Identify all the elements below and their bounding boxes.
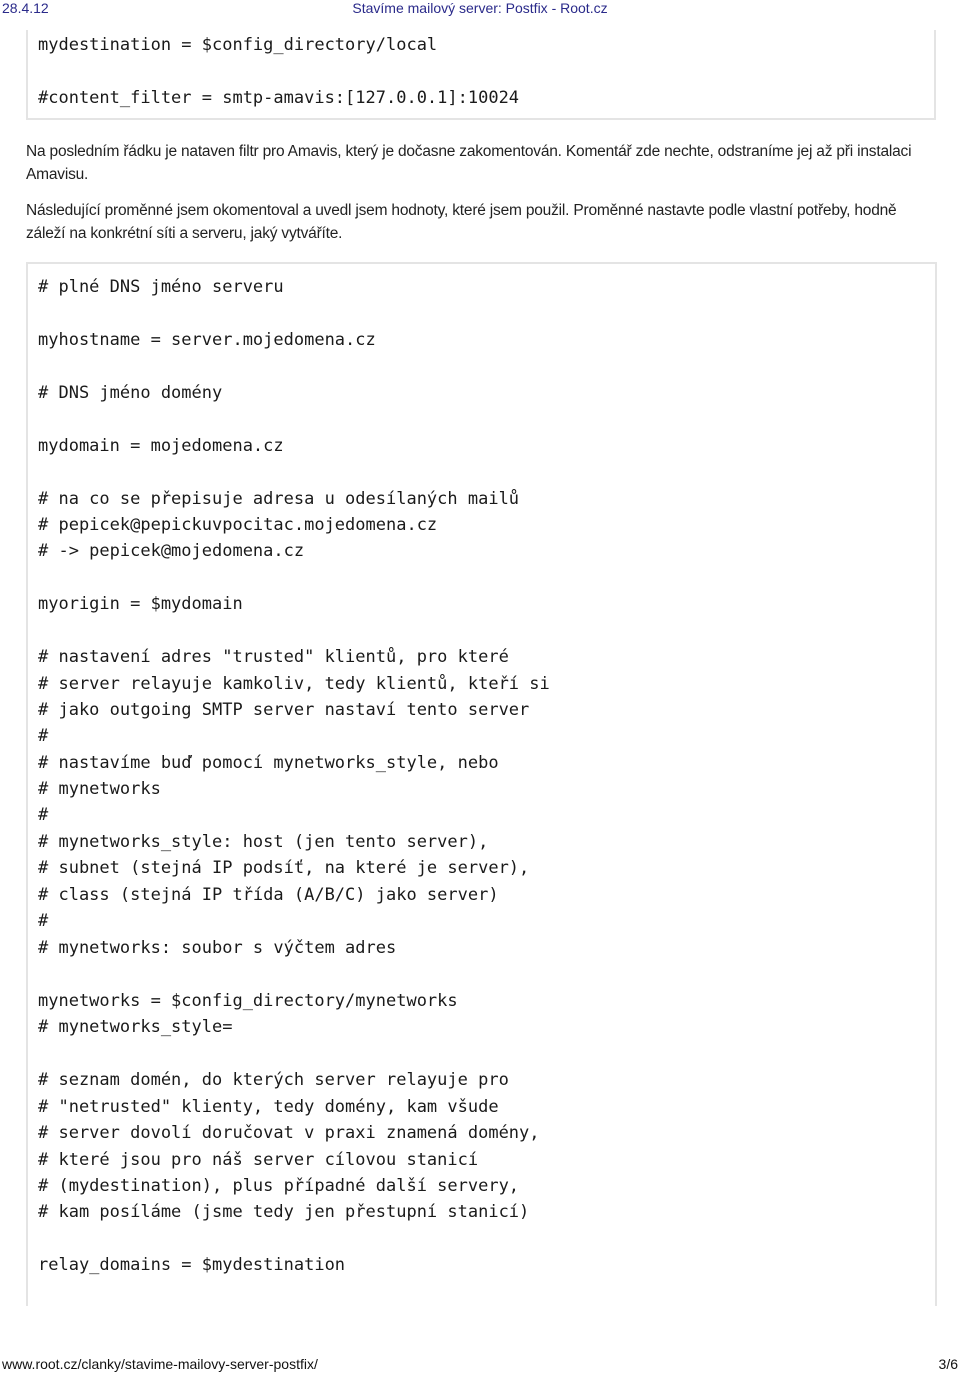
code-line: # server dovolí doručovat v praxi znamená domény, [38,1123,540,1143]
code-line: # mynetworks_style= [38,1017,233,1037]
footer-page-number: 3/6 [938,1356,958,1372]
code-line: #content_filter = smtp-amavis:[127.0.0.1]:10024 [38,88,520,108]
code-line: # [38,911,49,931]
code-line: # které jsou pro náš server cílovou stanicí [38,1150,479,1170]
code-line: # subnet (stejná IP podsíť, na které je server), [38,858,530,878]
code-line: mydomain = mojedomena.cz [38,436,284,456]
code-line: mynetworks = $config_directory/mynetworks [38,991,458,1011]
code-line: # na co se přepisuje adresa u odesílaných mailů [38,489,520,509]
code-line: # [38,726,49,746]
code-line: # nastavení adres "trusted" klientů, pro které [38,647,509,667]
code-line: # nastavíme buď pomocí mynetworks_style, nebo [38,753,499,773]
code-line: # kam posíláme (jsme tedy jen přestupní stanicí) [38,1202,530,1222]
code-line: # seznam domén, do kterých server relayuje pro [38,1070,509,1090]
code-line: # jako outgoing SMTP server nastaví tento server [38,700,530,720]
page-header-title: Stavíme mailový server: Postfix - Root.cz [352,0,608,16]
code-line: # pepicek@pepickuvpocitac.mojedomena.cz [38,515,438,535]
code-line: # mynetworks [38,779,161,799]
code-line: # -> pepicek@mojedomena.cz [38,541,305,561]
code-line: # "netrusted" klienty, tedy domény, kam všude [38,1097,499,1117]
code-line: # class (stejná IP třída (A/B/C) jako server) [38,885,499,905]
code-line: myhostname = server.mojedomena.cz [38,330,376,350]
code-line: mydestination = $config_directory/local [38,35,438,55]
code-line: myorigin = $mydomain [38,594,243,614]
code-block-config-top [26,30,936,120]
footer-url: www.root.cz/clanky/stavime-mailovy-server-postfix/ [2,1356,318,1372]
code-block-config-main [26,262,937,1306]
code-line: # [38,805,49,825]
code-line: # (mydestination), plus případné další servery, [38,1176,520,1196]
page-header-date: 28.4.12 [2,0,49,16]
paragraph-variables-note: Následující proměnné jsem okomentoval a uvedl jsem hodnoty, které jsem použil. Proměnné nastavte podle vlastní potřeby, hodně záleží na konkrétní síti a serveru, jaký vytváříte. [26,202,897,242]
code-line: # DNS jméno domény [38,383,223,403]
code-line: # mynetworks: soubor s výčtem adres [38,938,397,958]
code-line: relay_domains = $mydestination [38,1255,346,1275]
code-line: # plné DNS jméno serveru [38,277,284,297]
code-line: # server relayuje kamkoliv, tedy klientů, kteří si [38,674,550,694]
paragraph-amavis-note: Na posledním řádku je nataven filtr pro Amavis, který je dočasne zakomentován. Komentář zde nechte, odstraníme jej až při instalaci Amavisu. [26,143,912,183]
code-line: # mynetworks_style: host (jen tento server), [38,832,489,852]
